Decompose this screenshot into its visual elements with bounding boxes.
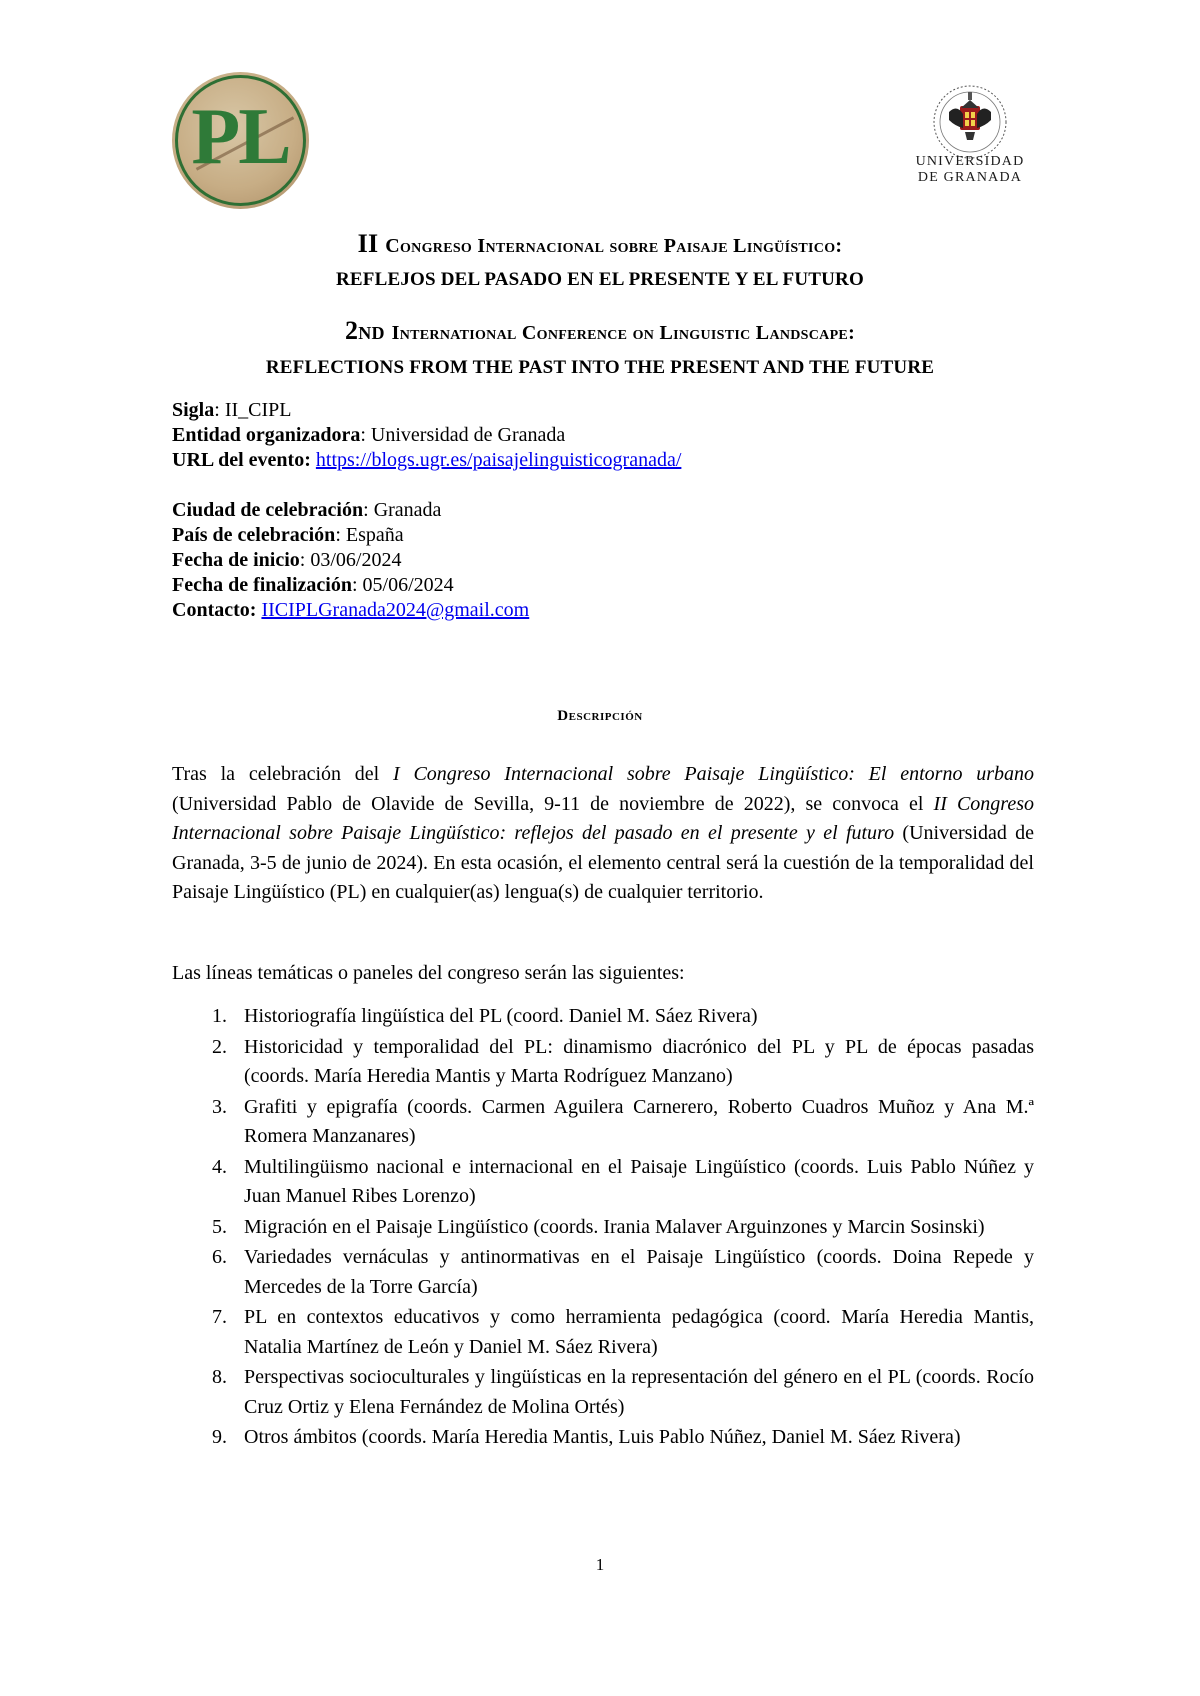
panel-text: Otros ámbitos (coords. María Heredia Mantis, Luis Pablo Núñez, Daniel M. Sáez Rivera) <box>244 1426 961 1448</box>
info-sigla: Sigla: II_CIPL <box>172 399 292 421</box>
pl-logo-text: PL <box>191 93 290 181</box>
panel-item <box>172 1093 1034 1152</box>
panel-number: 2. <box>212 1035 227 1058</box>
panel-number: 8. <box>212 1366 227 1388</box>
panel-number: 7. <box>212 1306 227 1328</box>
info-ciudad: Ciudad de celebración: Granada <box>172 499 442 521</box>
panel-text: Grafiti y epigrafía (coords. Carmen Aguilera Carnerero, Roberto Cuadros Muñoz y Ana M.ª Romera Manzanares) <box>244 1095 1034 1147</box>
panels-list <box>172 1002 1034 1454</box>
info-url-label: URL del evento: <box>172 449 311 471</box>
info-fin: Fecha de finalización: 05/06/2024 <box>172 574 454 596</box>
panel-number: 5. <box>212 1215 227 1238</box>
ugr-name-line1: UNIVERSIDAD <box>915 154 1025 169</box>
info-ciudad-value: Granada <box>373 499 442 521</box>
event-info <box>172 398 681 623</box>
info-pais: País de celebración: España <box>172 524 404 546</box>
info-fin-label: Fecha de finalización <box>172 574 352 596</box>
info-inicio-value: 03/06/2024 <box>310 549 402 571</box>
panel-text: Migración en el Paisaje Lingüístico (coords. Irania Malaver Arguinzones y Marcin Sosinski) <box>244 1215 985 1238</box>
panel-item <box>172 1303 1034 1362</box>
panel-text: Variedades vernáculas y antinormativas en el Paisaje Lingüístico (coords. Doina Repede y Mercedes de la Torre García) <box>244 1246 1034 1298</box>
info-inicio: Fecha de inicio: 03/06/2024 <box>172 549 402 571</box>
contact-email-link[interactable]: IICIPLGranada2024@gmail.com <box>261 599 530 621</box>
subtitle-es: REFLEJOS DEL PASADO EN EL PRESENTE Y EL FUTURO <box>336 269 864 290</box>
info-pais-value: España <box>345 524 404 546</box>
panel-text: Historiografía lingüística del PL (coord. Daniel M. Sáez Rivera) <box>244 1005 758 1027</box>
info-sigla-label: Sigla <box>172 399 215 421</box>
info-entidad-value: Universidad de Granada <box>370 424 566 446</box>
title-en <box>0 316 1200 346</box>
panel-item <box>172 1213 1034 1243</box>
panel-item <box>172 1033 1034 1092</box>
subtitle-en: REFLECTIONS FROM THE PAST INTO THE PRESENT AND THE FUTURE <box>265 357 935 378</box>
title-en-prefix: 2nd <box>344 316 392 345</box>
title-es-rest: Congreso Internacional sobre Paisaje Lingüístico: <box>385 235 843 257</box>
info-inicio-label: Fecha de inicio <box>172 549 300 571</box>
event-url-link[interactable]: https://blogs.ugr.es/paisajelinguisticogranada/ <box>315 449 682 471</box>
panel-number: 1. <box>212 1005 227 1027</box>
desc-p1-b: I Congreso Internacional sobre Paisaje Lingüístico: El entorno urbano <box>393 763 1035 785</box>
panel-item <box>172 1153 1034 1212</box>
ugr-crest-icon <box>927 82 1013 162</box>
panel-number: 9. <box>212 1426 227 1448</box>
title-es <box>0 229 1200 259</box>
description-heading: Descripción <box>557 708 643 724</box>
ugr-logo <box>905 82 1035 202</box>
panel-text: Multilingüismo nacional e internacional en el Paisaje Lingüístico (coords. Luis Pablo Núñez y Juan Manuel Ribes Lorenzo) <box>244 1155 1034 1207</box>
description-paragraph <box>172 760 1034 908</box>
panel-item <box>172 1243 1034 1302</box>
page-number: 1 <box>595 1555 605 1574</box>
info-entidad-label: Entidad organizadora <box>172 424 361 446</box>
info-fin-value: 05/06/2024 <box>362 574 454 596</box>
desc-p1-a: Tras la celebración del <box>172 763 394 785</box>
info-url <box>172 448 681 473</box>
panel-item <box>172 1423 1034 1453</box>
title-en-rest: International Conference on Linguistic Landscape: <box>391 322 856 344</box>
panel-text: PL en contextos educativos y como herramienta pedagógica (coord. María Heredia Mantis, Natalia Martínez de León y Daniel M. Sáez Rivera) <box>244 1306 1034 1358</box>
panel-number: 4. <box>212 1155 227 1178</box>
ugr-name-line2: DE GRANADA <box>917 170 1023 185</box>
panel-number: 6. <box>212 1246 227 1268</box>
panel-item <box>172 1363 1034 1422</box>
panel-text: Historicidad y temporalidad del PL: dinamismo diacrónico del PL y PL de épocas pasadas (coords. María Heredia Mantis y Marta Rodríguez Manzano) <box>244 1035 1034 1087</box>
info-pais-label: País de celebración <box>172 524 336 546</box>
panel-item <box>172 1002 1034 1032</box>
pl-logo <box>172 72 309 209</box>
info-contacto <box>172 598 681 623</box>
info-sigla-value: II_CIPL <box>224 399 292 421</box>
info-ciudad-label: Ciudad de celebración <box>172 499 364 521</box>
info-entidad: Entidad organizadora: Universidad de Granada <box>172 424 566 446</box>
title-es-prefix: II <box>357 229 386 258</box>
panels-intro: Las líneas temáticas o paneles del congreso serán las siguientes: <box>172 962 685 984</box>
desc-p1-e: (Universidad de Granada, 3-5 de junio de 2024). En esta ocasión, el elemento central será la cuestión de la temporalidad del Paisaje Lingüístico (PL) en cualquier(as) lengua(s) de cualquier territorio. <box>172 822 1035 903</box>
panel-text: Perspectivas socioculturales y lingüísticas en la representación del género en el PL (coords. Rocío Cruz Ortiz y Elena Fernández de Molina Ortés) <box>244 1366 1034 1418</box>
info-contacto-label: Contacto: <box>172 599 257 621</box>
desc-p1-d: II Congreso Internacional sobre Paisaje Lingüístico: reflejos del pasado en el presente y el futuro <box>172 792 1034 844</box>
panel-number: 3. <box>212 1095 227 1118</box>
desc-p1-c: (Universidad Pablo de Olavide de Sevilla, 9-11 de noviembre de 2022), se convoca el <box>172 792 934 815</box>
